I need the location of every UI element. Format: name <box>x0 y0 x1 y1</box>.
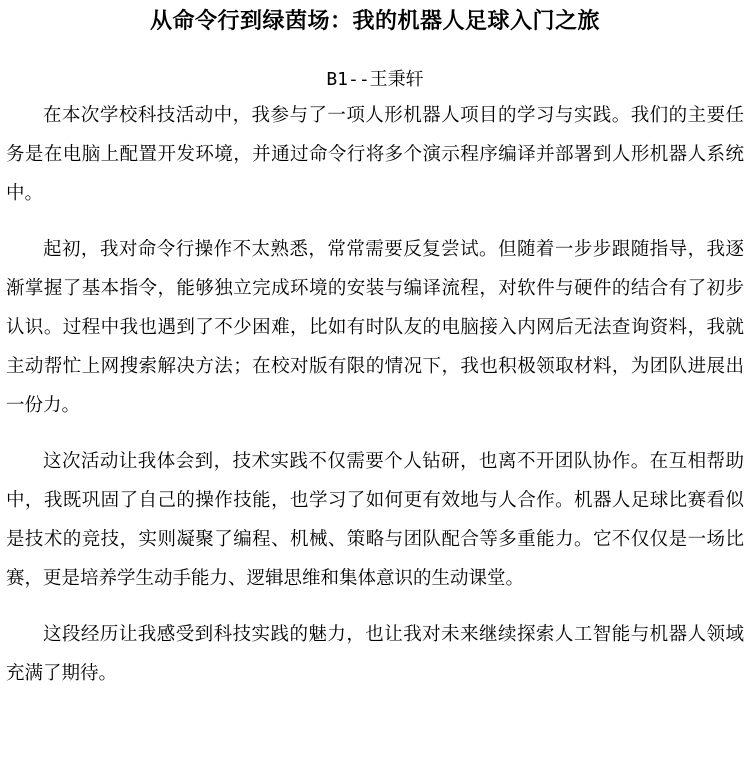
page-title: 从命令行到绿茵场：我的机器人足球入门之旅 <box>149 8 600 34</box>
document-body <box>6 96 744 693</box>
paragraph-2: 起初，我对命令行操作不太熟悉，常常需要反复尝试。但随着一步步跟随指导，我逐渐掌握了基本指令，能够独立完成环境的安装与编译流程，对软件与硬件的结合有了初步认识。过程中我也遇到了不少困难，比如有时队友的电脑接入内网后无法查询资料，我就主动帮忙上网搜索解决方法；在校对版有限的情况下，我也积极领取材料，为团队进展出一份力。 <box>6 239 744 416</box>
paragraph-4: 这段经历让我感受到科技实践的魅力，也让我对未来继续探索人工智能与机器人领域充满了期待。 <box>6 624 744 684</box>
author-line: B1--王秉轩 <box>326 69 424 90</box>
paragraph-1: 在本次学校科技活动中，我参与了一项人形机器人项目的学习与实践。我们的主要任务是在电脑上配置开发环境，并通过命令行将多个演示程序编译并部署到人形机器人系统中。 <box>6 105 744 204</box>
paragraph-3: 这次活动让我体会到，技术实践不仅需要个人钻研，也离不开团队协作。在互相帮助中，我既巩固了自己的操作技能，也学习了如何更有效地与人合作。机器人足球比赛看似是技术的竞技，实则凝聚了编程、机械、策略与团队配合等多重能力。它不仅仅是一场比赛，更是培养学生动手能力、逻辑思维和集体意识的生动课堂。 <box>6 451 744 589</box>
